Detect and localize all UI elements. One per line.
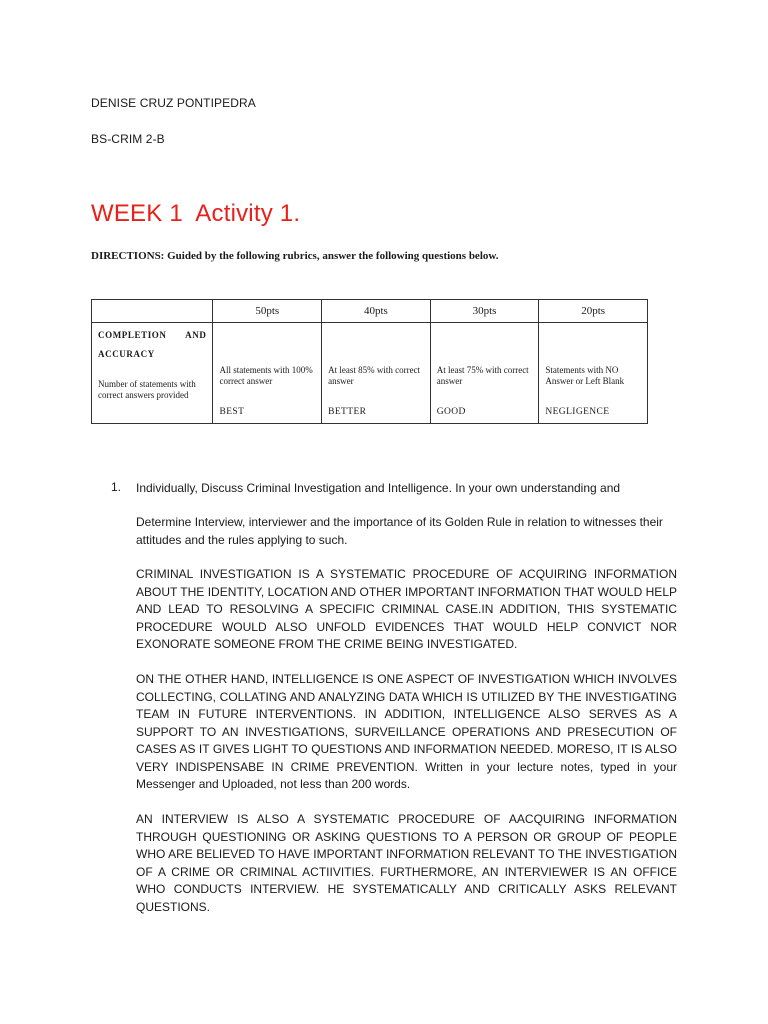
rubric-cell-negligence xyxy=(539,323,648,424)
rubric-table xyxy=(91,299,648,424)
student-section: BS-CRIM 2-B xyxy=(91,132,165,146)
rubric-statement: Statements with NO Answer or Left Blank xyxy=(545,365,625,386)
criterion-description: Number of statements with correct answers provided xyxy=(98,379,196,400)
criterion-word-completion: COMPLETION xyxy=(98,330,167,340)
question-number: 1. xyxy=(111,480,122,494)
question-line-1: Individually, Discuss Criminal Investigation and Intelligence. In your own understanding and xyxy=(136,481,621,495)
answer-paragraph-interview: AN INTERVIEW IS ALSO A SYSTEMATIC PROCEDURE OF AACQUIRING INFORMATION THROUGH QUESTIONING OR ASKING QUESTIONS TO A PERSON OR GROUP OF PEOPLE WHO ARE BELIEVED TO HAVE IMPORTANT INFORMATION RELEVANT TO THE INVESTIGATION OF A CRIME OR CRIMINAL ACTIIVITIES. FURTHERMORE, AN INTERVIEWER IS AN OFFICE WHO CONDUCTS INTERVIEW. HE SYSTEMATICALLY AND CRITICALLY ASKS RELEVANT QUESTIONS. xyxy=(136,812,677,914)
student-name: DENISE CRUZ PONTIPEDRA xyxy=(91,96,256,110)
directions-text: DIRECTIONS: Guided by the following rubrics, answer the following questions below. xyxy=(91,250,499,262)
rubric-statement: All statements with 100% correct answer xyxy=(219,365,313,386)
answer-paragraph-investigation: CRIMINAL INVESTIGATION IS A SYSTEMATIC PROCEDURE OF ACQUIRING INFORMATION ABOUT THE IDENTITY, LOCATION AND OTHER IMPORTANT INFORMATION THAT WOULD HELP AND LEAD TO RESOLVING A SPECIFIC CRIMINAL CASE.IN ADDITION, THIS SYSTEMATIC PROCEDURE WOULD ALSO UNFOLD EVIDENCES THAT WOULD HELP CONVICT NOR EXONORATE SOMEONE FROM THE CRIME BEING INVESTIGATED. xyxy=(136,567,677,651)
answer-paragraph-intelligence: ON THE OTHER HAND, INTELLIGENCE IS ONE ASPECT OF INVESTIGATION WHICH INVOLVES COLLECTING, COLLATING AND ANALYZING DATA WHICH IS UTILIZED BY THE INVESTIGATING TEAM IN FUTURE INTERVENTIONS. IN ADDITION, INTELLIGENCE ALSO SERVES AS A SUPPORT TO AN INVESTIGATIONS, SURVEILLANCE OPERATIONS AND PRESECUTION OF CASES AS IT GIVES LIGHT TO QUESTIONS AND INFORMATION NEEDED. MORESO, IT IS ALSO VERY INDISPENSABE IN CRIME PREVENTION. Written in your lecture notes, typed in your Messenger and Uploaded, not less than 200 words. xyxy=(136,672,677,791)
rubric-statement: At least 85% with correct answer xyxy=(328,365,421,386)
rubric-points-50: 50pts xyxy=(213,300,322,323)
rubric-rating: NEGLIGENCE xyxy=(545,407,610,417)
criterion-label xyxy=(98,326,206,364)
activity-title: WEEK 1 Activity 1. xyxy=(91,200,301,227)
rubric-header-blank xyxy=(92,300,213,323)
rubric-criterion-row xyxy=(92,323,648,424)
rubric-rating: GOOD xyxy=(436,407,466,417)
question-line-2: Determine Interview, interviewer and the importance of its Golden Rule in relation to witnesses their attitudes and the rules applying to such. xyxy=(136,515,663,547)
rubric-cell-better xyxy=(322,323,431,424)
rubric-rating: BETTER xyxy=(328,407,367,417)
rubric-points-20: 20pts xyxy=(539,300,648,323)
rubric-cell-best xyxy=(213,323,322,424)
rubric-rating: BEST xyxy=(219,407,245,417)
rubric-points-30: 30pts xyxy=(430,300,539,323)
rubric-points-40: 40pts xyxy=(322,300,431,323)
criterion-word-accuracy: ACCURACY xyxy=(98,349,155,359)
rubric-statement: At least 75% with correct answer xyxy=(436,365,529,386)
rubric-header-row xyxy=(92,300,648,323)
rubric-cell-good xyxy=(430,323,539,424)
criterion-word-and: AND xyxy=(185,330,207,340)
rubric-criterion-cell xyxy=(92,323,213,424)
